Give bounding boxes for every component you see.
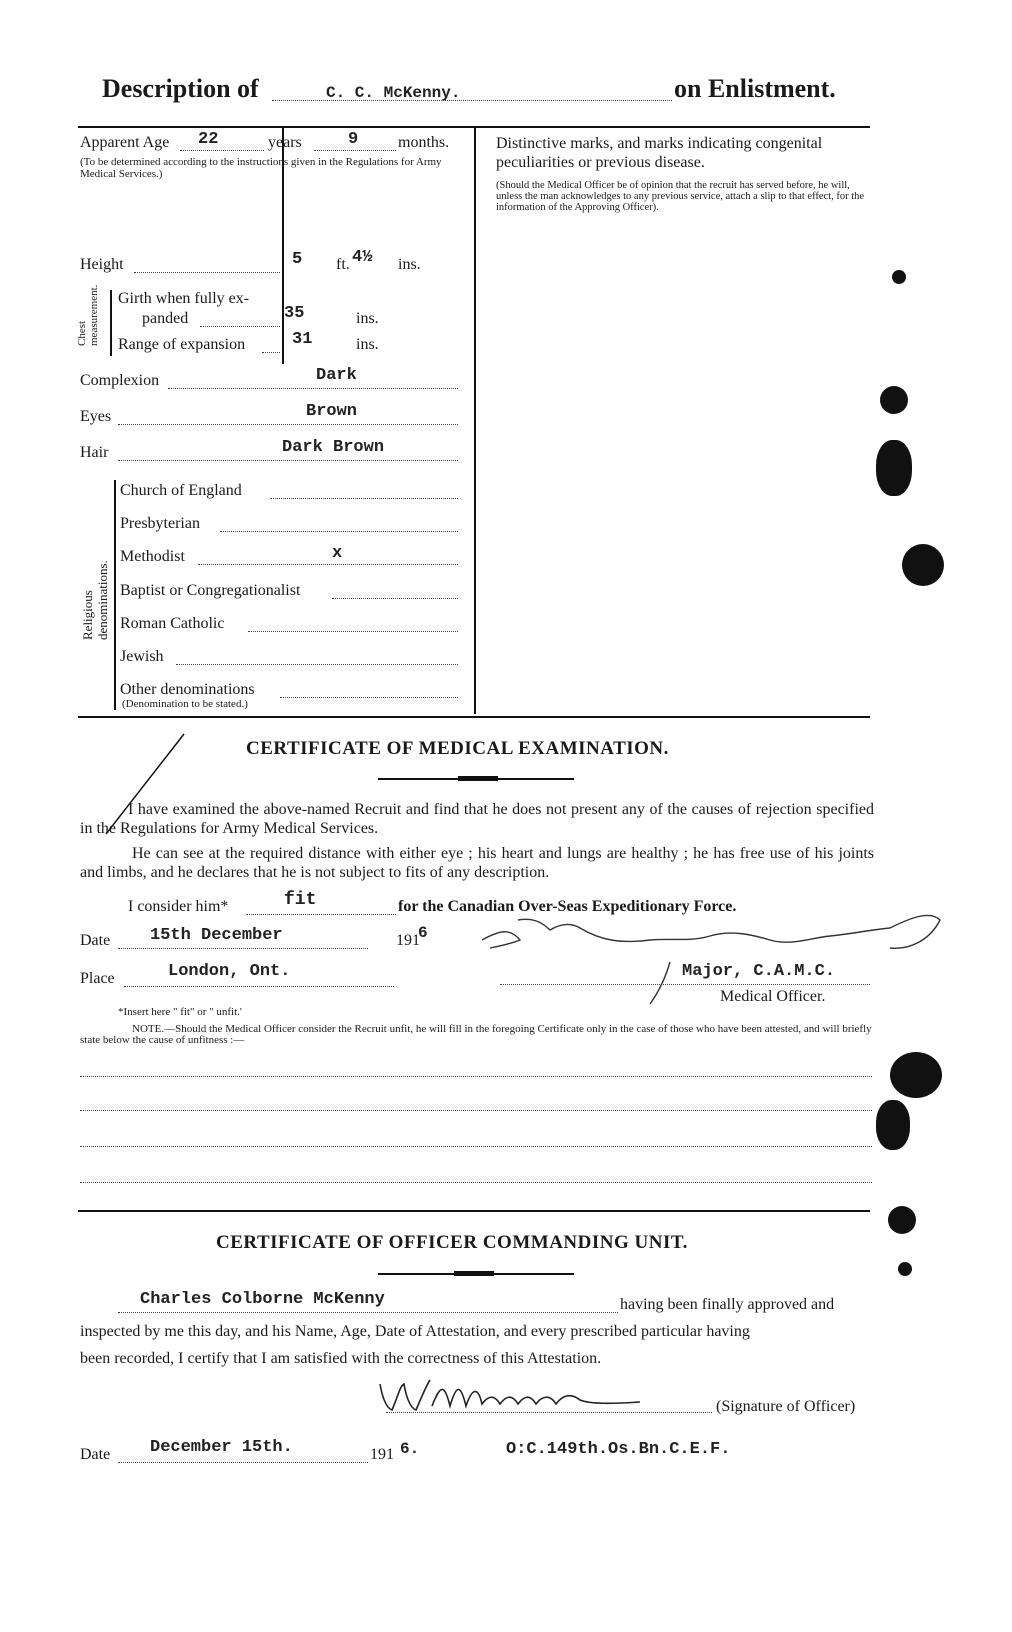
- hair-label: Hair: [80, 444, 109, 461]
- unfitness-line-3: [80, 1146, 872, 1147]
- commanding-certificate-title: CERTIFICATE OF OFFICER COMMANDING UNIT.: [216, 1232, 688, 1253]
- religion-line-presbyterian: [220, 531, 458, 532]
- punch-hole-3: [902, 544, 944, 586]
- age-label: Apparent Age: [80, 134, 170, 151]
- punch-hole-1: [880, 386, 908, 414]
- signature-label: (Signature of Officer): [716, 1398, 856, 1415]
- height-line: [134, 272, 280, 273]
- chest-bracket: [110, 290, 112, 356]
- medical-place-value: London, Ont.: [168, 962, 291, 981]
- height-in-value: 4½: [352, 248, 373, 267]
- column-divider: [474, 126, 476, 714]
- recruit-name-line: [118, 1312, 618, 1313]
- eyes-line: [118, 424, 458, 425]
- religion-label: Religious denominations.: [80, 560, 110, 640]
- header-prefix: Description of: [102, 74, 259, 103]
- medical-place-line: [124, 986, 394, 987]
- girth-label-1: Girth when fully ex-: [118, 290, 250, 307]
- complexion-line: [168, 388, 458, 389]
- religion-line-jewish: [176, 664, 458, 665]
- religion-mark-methodist: x: [332, 544, 343, 563]
- medical-paragraph-1: I have examined the above-named Recruit and find that he does not present any of the causes of rejection specified in the Regulations for Army Medical Services.: [80, 801, 874, 837]
- age-months-line: [314, 150, 396, 151]
- marks-note: (Should the Medical Officer be of opinion that the recruit has served before, he will, unless the man acknowledges to any previous service, attach a slip to that effect, for the information of the Approving Officer).: [496, 180, 865, 213]
- section-rule-2: [78, 1210, 870, 1212]
- religion-line-roman-catholic: [248, 631, 458, 632]
- age-years-value: 22: [198, 130, 219, 149]
- medical-paragraph-2: He can see at the required distance with either eye ; his heart and lungs are healthy ; he has free use of his joints and limbs, and he declares that he is not subject to fits of any description.: [80, 845, 874, 881]
- unfitness-line-1: [80, 1076, 872, 1077]
- fit-line: [246, 914, 396, 915]
- section-rule: [78, 716, 870, 718]
- punch-hole-7: [898, 1262, 912, 1276]
- age-note: (To be determined according to the instructions given in the Regulations for Army Medical Services.): [80, 156, 442, 180]
- hair-value: Dark Brown: [282, 438, 385, 457]
- recruit-full-name: Charles Colborne McKenny: [140, 1290, 385, 1309]
- religion-line-church-of-england: [270, 498, 458, 499]
- unfitness-line-4: [80, 1182, 872, 1183]
- insert-note: *Insert here " fit" or " unfit.': [118, 1006, 242, 1018]
- punch-hole-2: [876, 440, 912, 496]
- unfit-note: NOTE.—Should the Medical Officer consider the Recruit unfit, he will fill in the foregoing Certificate only in the case of those who have been attested, and will briefly state below the cause of unfitness :—: [80, 1023, 872, 1046]
- commanding-date-line: [118, 1462, 368, 1463]
- religion-item-church-of-england: Church of England: [120, 482, 242, 499]
- religion-bracket: [114, 480, 116, 710]
- punch-hole-6: [888, 1206, 916, 1234]
- range-line: [262, 352, 280, 353]
- religion-line-baptist: [332, 598, 458, 599]
- religion-item-methodist: Methodist: [120, 548, 185, 565]
- commanding-unit-value: O:C.149th.Os.Bn.C.E.F.: [506, 1440, 731, 1459]
- religion-item-jewish: Jewish: [120, 648, 164, 665]
- medical-certificate-title: CERTIFICATE OF MEDICAL EXAMINATION.: [246, 738, 669, 759]
- signature-line: [386, 1412, 712, 1413]
- age-years-line: [180, 150, 264, 151]
- punch-hole-5: [876, 1100, 910, 1150]
- recruit-name-header: C. C. McKenny.: [326, 84, 461, 102]
- ins-label: ins.: [398, 256, 421, 273]
- medical-year-digit: 6: [418, 924, 428, 942]
- medical-date-line: [118, 948, 368, 949]
- force-label: for the Canadian Over-Seas Expeditionary Force.: [398, 898, 737, 915]
- complexion-value: Dark: [316, 366, 357, 385]
- girth-label-2: panded: [142, 310, 189, 327]
- height-label: Height: [80, 256, 124, 273]
- commanding-text-2: inspected by me this day, and his Name, Age, Date of Attestation, and every prescribed particular having: [80, 1323, 750, 1340]
- age-months-value: 9: [348, 130, 359, 149]
- chest-label: Chest measurement.: [76, 284, 100, 346]
- girth-value: 35: [284, 304, 305, 323]
- religion-line-other: [280, 697, 458, 698]
- commanding-date-label: Date: [80, 1446, 111, 1463]
- medical-officer-signature: [470, 900, 950, 1010]
- religion-item-presbyterian: Presbyterian: [120, 515, 200, 532]
- punch-hole-8: [892, 270, 906, 284]
- years-label: years: [268, 134, 302, 151]
- commanding-text-3: been recorded, I certify that I am satisfied with the correctness of this Attestation.: [80, 1350, 602, 1367]
- commanding-year-prefix: 191: [370, 1446, 394, 1463]
- medical-officer-label: Medical Officer.: [720, 988, 826, 1005]
- unfitness-line-2: [80, 1110, 872, 1111]
- medical-year-prefix: 191: [396, 932, 420, 949]
- religion-item-other: Other denominations: [120, 681, 255, 698]
- commanding-date-value: December 15th.: [150, 1438, 293, 1457]
- range-ins-label: ins.: [356, 336, 379, 353]
- eyes-label: Eyes: [80, 408, 112, 425]
- complexion-label: Complexion: [80, 372, 160, 389]
- girth-ins-label: ins.: [356, 310, 379, 327]
- religion-item-roman-catholic: Roman Catholic: [120, 615, 225, 632]
- commanding-year-digit: 6.: [400, 1440, 420, 1458]
- punch-hole-4: [890, 1052, 942, 1098]
- header-suffix: on Enlistment.: [674, 74, 836, 103]
- marks-title: Distinctive marks, and marks indicating congenital peculiarities or previous disease.: [496, 135, 823, 171]
- religion-line-methodist: [198, 564, 458, 565]
- fit-value: fit: [284, 890, 317, 910]
- height-ft-value: 5: [292, 250, 303, 269]
- hair-line: [118, 460, 458, 461]
- commanding-title-rule-accent: [454, 1271, 494, 1276]
- consider-label: I consider him*: [128, 898, 229, 915]
- range-label: Range of expansion: [118, 336, 246, 353]
- eyes-value: Brown: [306, 402, 358, 421]
- ft-label: ft.: [336, 256, 350, 273]
- medical-rank-value: Major, C.A.M.C.: [682, 962, 836, 981]
- other-denomination-note: (Denomination to be stated.): [122, 698, 248, 710]
- medical-date-value: 15th December: [150, 926, 283, 945]
- girth-line: [200, 326, 280, 327]
- months-label: months.: [398, 134, 450, 151]
- range-value: 31: [292, 330, 313, 349]
- medical-place-label: Place: [80, 970, 115, 987]
- medical-date-label: Date: [80, 932, 111, 949]
- commanding-text-1: having been finally approved and: [620, 1296, 835, 1313]
- medical-title-rule-accent: [458, 776, 498, 781]
- religion-item-baptist: Baptist or Congregationalist: [120, 582, 301, 599]
